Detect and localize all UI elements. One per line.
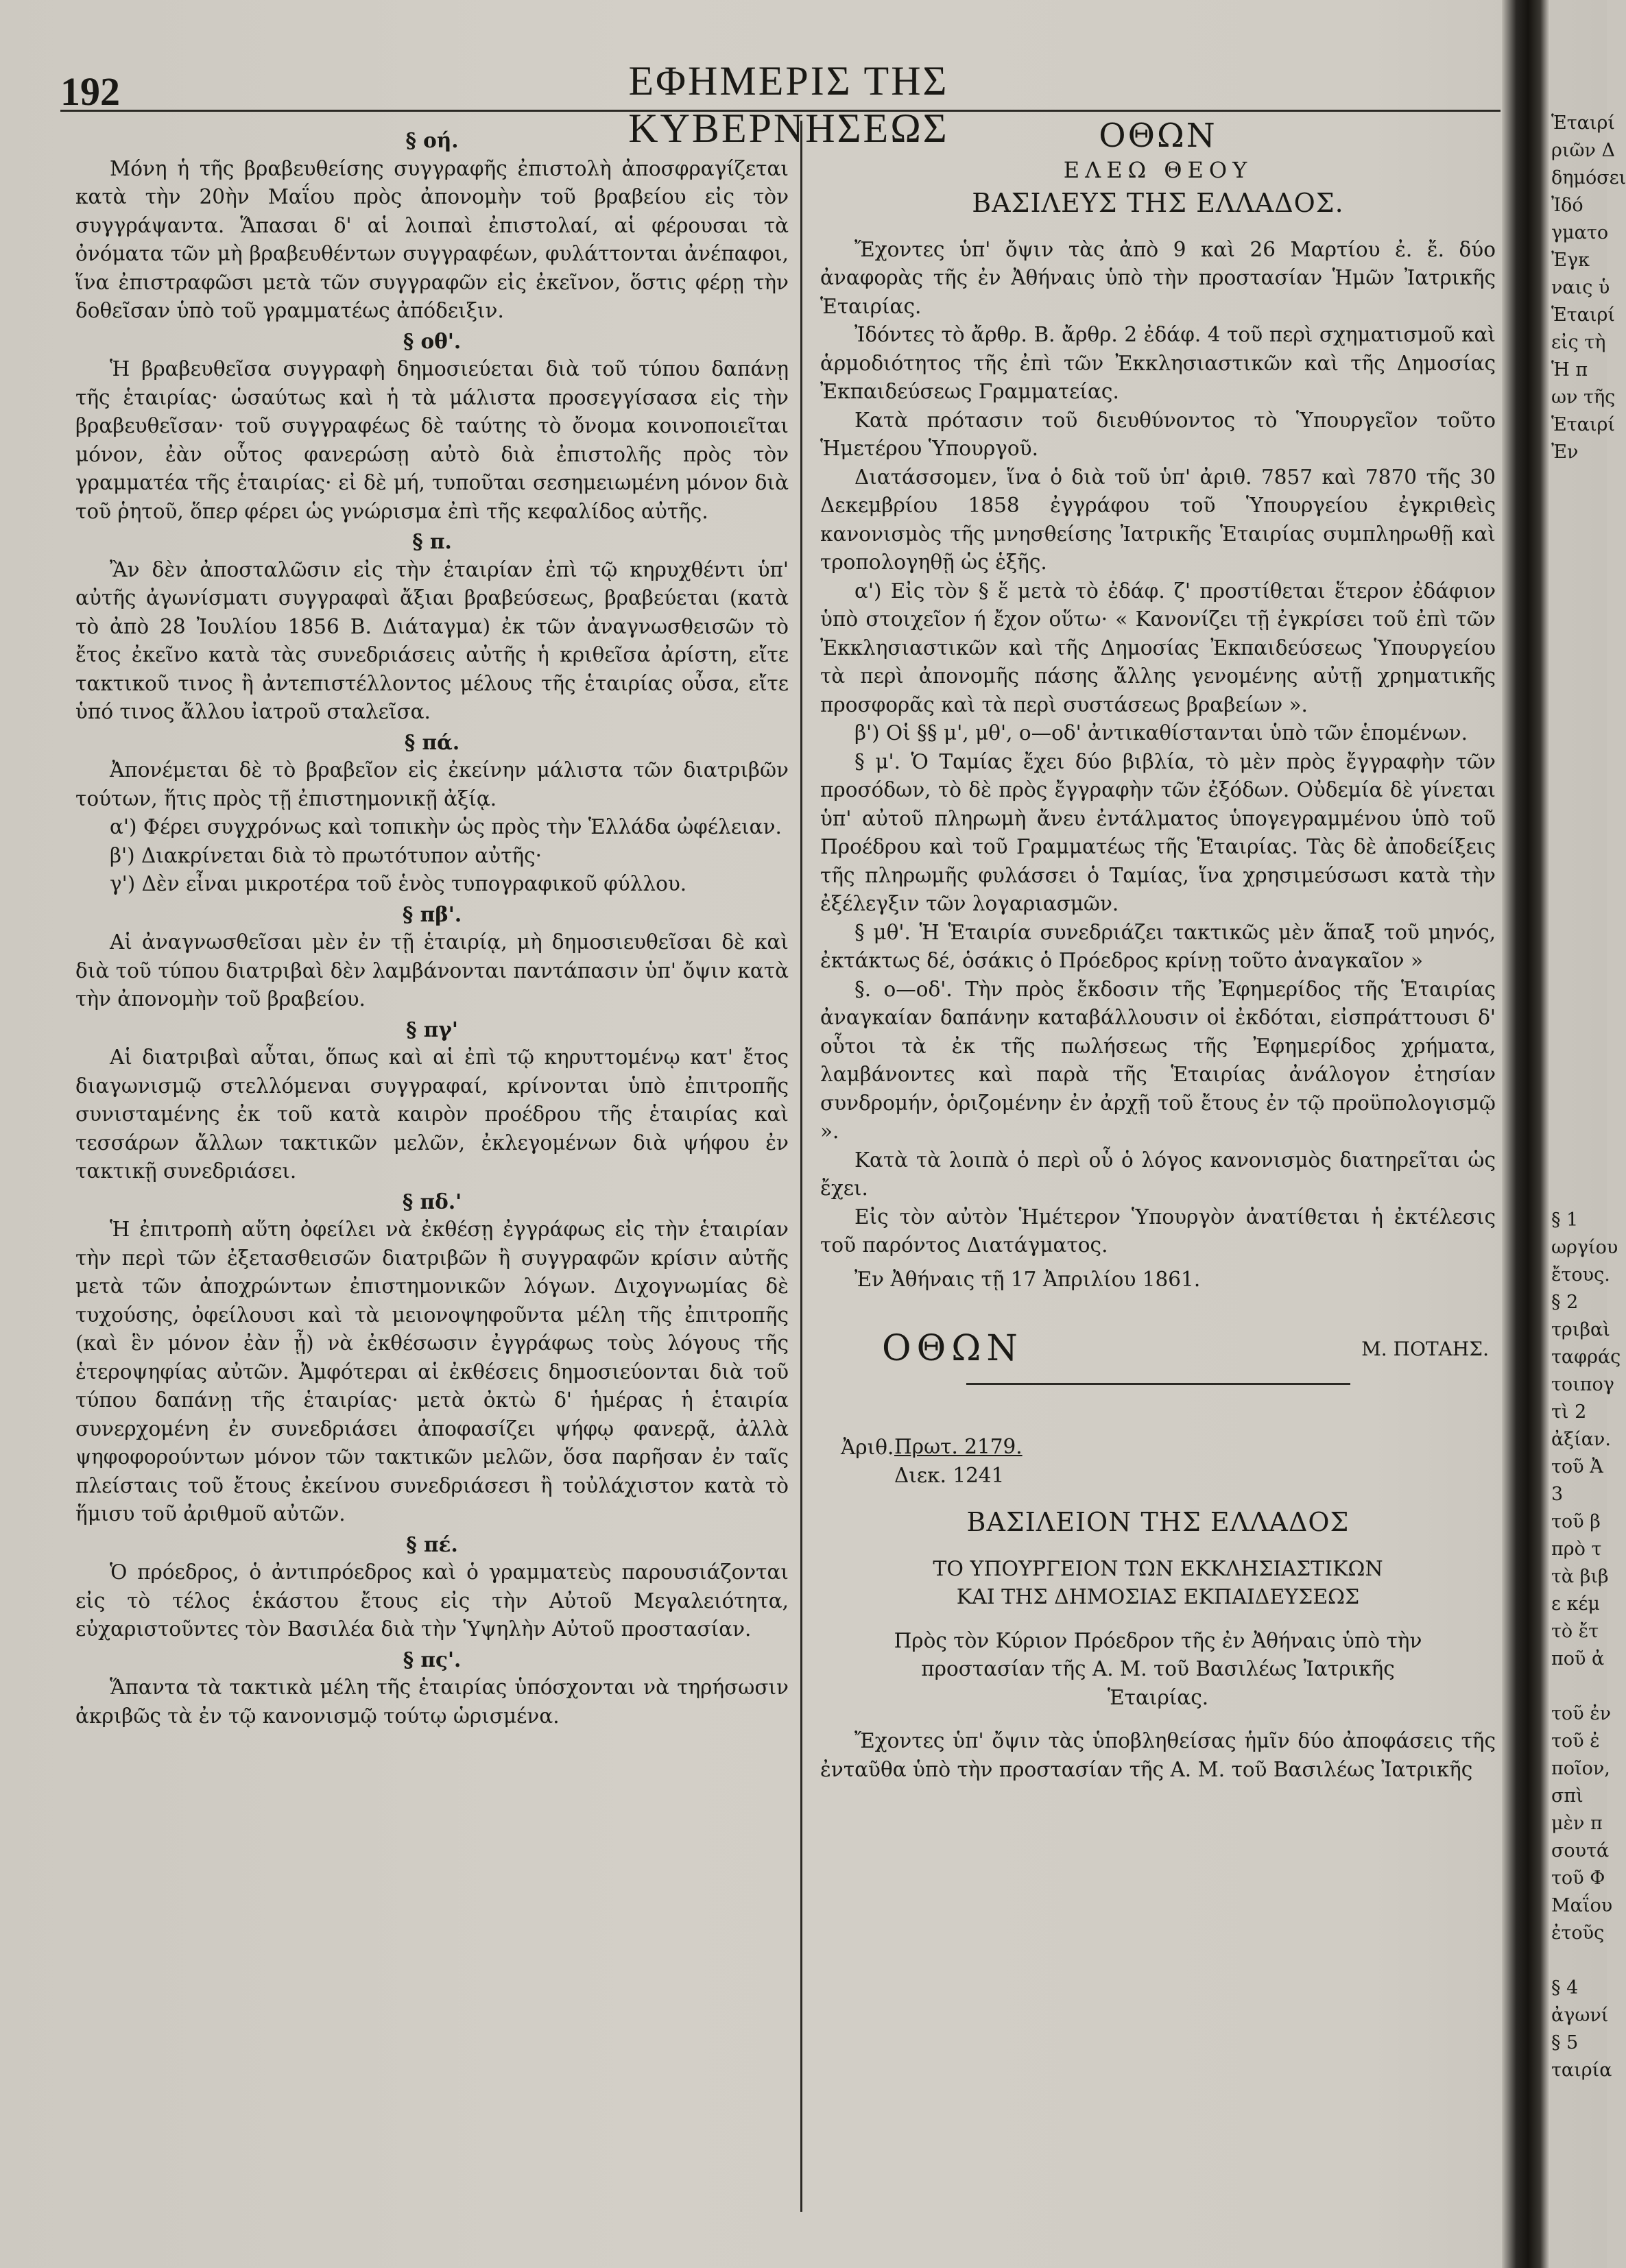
edge-fragment	[1551, 1097, 1607, 1124]
section-heading: § πβ'.	[402, 902, 462, 926]
edge-fragment: τοῦ β	[1551, 1511, 1601, 1532]
section-heading: § οθ'.	[403, 328, 462, 353]
decree-column	[820, 115, 1496, 1784]
edge-fragment: τοῦ Ἀ	[1551, 1456, 1603, 1477]
edge-fragment: ωργίου	[1551, 1237, 1618, 1258]
edge-fragment: τοῦ ἐν	[1551, 1703, 1612, 1724]
edge-fragment	[1551, 1015, 1607, 1042]
edge-fragment: ἐτοῦς	[1551, 1922, 1605, 1944]
edge-fragment: Ἡ π	[1551, 359, 1588, 381]
edge-fragment: Ἐν	[1551, 442, 1579, 463]
edge-fragment	[1551, 850, 1607, 878]
edge-fragment: ἀξίαν.	[1551, 1429, 1611, 1450]
edge-fragment: τὰ βιβ	[1551, 1566, 1609, 1587]
letter-heading: ΒΑΣΙΛΕΙΟΝ ΤΗΣ ΕΛΛΑΔΟΣ	[966, 1506, 1350, 1537]
section-heading: § πά.	[404, 729, 460, 754]
decree-paragraph: Διατάσσομεν, ἵνα ὁ διὰ τοῦ ὑπ' ἀριθ. 7857 καὶ 7870 τῆς 30 Δεκεμβρίου 1858 ἐγγράφου τοῦ Ὑπουργείου ἐγκριθεὶς κανονισμὸς τῆς μνησθείσης Ἰατρικῆς Ἑταιρίας συμπληρωθῇ καὶ τροπολογηθῇ ὡς ἑξῆς.	[820, 465, 1496, 574]
edge-fragment	[1551, 466, 1607, 494]
paragraph: Ἡ ἐπιτροπὴ αὕτη ὀφείλει νὰ ἐκθέσῃ ἐγγράφως εἰς τὴν ἑταιρίαν τὴν περὶ τῶν ἐξετασθεισῶν διατριβῶν ἢ συγγραφῶν κρίσιν αὐτῆς μετὰ τῶν ἀποχρώντων ἐπιστημονικῶν λόγων. Διχογνωμίας δὲ τυχούσης, ὀφείλουσι καὶ τὰ μειονοψηφοῦντα μέλη τῆς ἐπιτροπῆς (καὶ ἓν μόνον ἐὰν ᾖ) νὰ ἐκθέσωσιν ἐγγράφως τοὺς λόγους τῆς ἑτεροψηφίας αὐτῶν. Ἀμφότεραι αἱ ἐκθέσεις δημοσιεύονται διὰ τοῦ τύπου δαπάνῃ τῆς ἑταιρίας· μετὰ ὀκτὼ δ' ἡμέρας ἡ ἑταιρία συνερχομένη ἐν συνεδριάσει ἀποφασίζει ψήφῳ φανερᾷ, ἀλλὰ ψηφοφορούντων μόνον τῶν τακτικῶν μελῶν, ὅσα παρῆσαν ἐν ταῖς πλείσταις τοῦ ἔτους ἐκείνου συνεδριάσεσι ἢ τοὐλάχιστον κατὰ τὸ ἥμισυ τοῦ ἀριθμοῦ αὐτῶν.	[75, 1218, 789, 1525]
addressee-line-2: προστασίαν τῆς Α. Μ. τοῦ Βασιλέως Ἰατρικῆς	[921, 1657, 1395, 1681]
decree-by-grace: ΕΛΕΩ ΘΕΟΥ	[1063, 157, 1253, 183]
section-heading: § π.	[412, 529, 452, 553]
ref-label: Ἀριθ.	[841, 1435, 894, 1459]
paragraph: Μόνη ἡ τῆς βραβευθείσης συγγραφῆς ἐπιστολὴ ἀποσφραγίζεται κατὰ τὴν 20ὴν Μαΐου πρὸς ἀπονομὴν τοῦ βραβείου εἰς τὸν συγγράψαντα. Ἅπασαι δ' αἱ λοιπαὶ ἐπιστολαί, αἱ φέρουσαι τὰ ὀνόματα τῶν μὴ βραβευθέντων συγγραφέων, φυλάττονται ἀνέπαφοι, ἵνα ἐπιστραφῶσι μετὰ τῶν συγγραφῶν εἰς ἐκεῖνον, ὅστις φέρῃ τὴν δοθεῖσαν ὑπὸ τοῦ γραμματέως ἀπόδειξιν.	[75, 156, 789, 322]
edge-fragment	[1551, 1070, 1607, 1097]
gazette-title: ΕΦΗΜΕΡΙΣ ΤΗΣ ΚΥΒΕΡΝΗΣΕΩΣ	[628, 58, 949, 151]
header-rule	[60, 110, 1501, 112]
book-gutter	[1502, 0, 1550, 2268]
paragraph: α') Φέρει συγχρόνως καὶ τοπικὴν ὡς πρὸς τὴν Ἑλλάδα ὠφέλειαν.	[110, 815, 782, 839]
edge-fragment: τοῦ Φ	[1551, 1868, 1605, 1889]
edge-fragment: ριῶν Δ	[1551, 140, 1615, 161]
edge-fragment	[1551, 1152, 1607, 1179]
edge-fragment	[1551, 1179, 1607, 1207]
edge-fragment	[1551, 686, 1607, 713]
paragraph: Ἀπονέμεται δὲ τὸ βραβεῖον εἰς ἐκείνην μάλιστα τῶν διατριβῶν τούτων, ἥτις πρὸς τῇ ἐπιστημονικῇ ἀξίᾳ.	[75, 758, 789, 810]
decree-date: Ἐν Ἀθήναις τῇ 17 Ἀπριλίου 1861.	[854, 1267, 1201, 1291]
edge-fragment	[1551, 576, 1607, 603]
edge-fragment: § 2	[1551, 1292, 1579, 1313]
signature-minister: Μ. ΠΟΤΑΗΣ.	[1361, 1338, 1489, 1360]
edge-fragment	[1551, 1042, 1607, 1070]
paragraph: β') Διακρίνεται διὰ τὸ πρωτότυπον αὐτῆς·	[110, 843, 542, 867]
edge-fragment: σπὶ	[1551, 1785, 1583, 1807]
paragraph: Ὁ πρόεδρος, ὁ ἀντιπρόεδρος καὶ ὁ γραμματεὺς παρουσιάζονται εἰς τὸ τέλος ἑκάστου ἔτους εἰς τὴν Αὐτοῦ Μεγαλειότητα, εὐχαριστοῦντες τὸν Βασιλέα διὰ τὴν Ὑψηλὴν Αὐτοῦ προστασίαν.	[75, 1560, 789, 1641]
edge-fragment	[1551, 1673, 1607, 1700]
decree-paragraph: α') Εἰς τὸν § ἕ μετὰ τὸ ἐδάφ. ζ' προστίθεται ἕτερον ἐδάφιον ὑπὸ στοιχεῖον ή ἔχον οὕτω· « Κανονίζει τῇ ἐγκρίσει τοῦ ἐπὶ τῶν Ἐκκλησιαστικῶν καὶ τῆς Δημοσίας Ἐκπαιδεύσεως Ὑπουργείου τὰ περὶ ἀπονομῆς πάσης ἄλλης γενομένης αὐτῇ χρηματικῆς προσφορᾶς καὶ τὰ περὶ συστάσεως βραβείων ».	[820, 579, 1496, 716]
paragraph: Αἱ ἀναγνωσθεῖσαι μὲν ἐν τῇ ἑταιρίᾳ, μὴ δημοσιευθεῖσαι δὲ καὶ διὰ τοῦ τύπου διατριβαὶ δὲν λαμβάνονται παντάπασιν ὑπ' ὄψιν κατὰ τὴν ἀπονομὴν τοῦ βραβείου.	[75, 930, 789, 1011]
paragraph: Αἱ διατριβαὶ αὗται, ὅπως καὶ αἱ ἐπὶ τῷ κηρυττομένῳ κατ' ἔτος διαγωνισμῷ στελλόμεναι συγγραφαί, κρίνονται ὑπὸ ἐπιτροπῆς συνισταμένης ἐκ τοῦ κατὰ καιρὸν προέδρου τῆς ἑταιρίας καὶ τεσσάρων ἄλλων τακτικῶν μελῶν, ἐκλεγομένων διὰ ψήφου ἐν τακτικῇ συνεδριάσει.	[75, 1046, 789, 1183]
edge-fragment: ποῖον,	[1551, 1758, 1610, 1779]
edge-fragment: Ἑταιρί	[1551, 304, 1615, 326]
decree-king: ΟΘΩΝ	[1099, 117, 1217, 155]
edge-fragment: εἰς τὴ	[1551, 332, 1606, 353]
edge-fragment	[1551, 494, 1607, 521]
edge-fragment: τὸ ἔτ	[1551, 1621, 1599, 1642]
ref-diek: Διεκ. 1241	[894, 1464, 1005, 1488]
edge-fragment: σουτά	[1551, 1840, 1610, 1861]
ref-prot: Πρωτ. 2179.	[894, 1434, 1023, 1458]
letter-body: Ἔχοντες ὑπ' ὄψιν τὰς ὑποβληθείσας ἡμῖν δύο ἀποφάσεις τῆς ἐνταῦθα ὑπὸ τὴν προστασίαν τῆς Α. Μ. τοῦ Βασιλέως Ἰατρικῆς	[820, 1729, 1496, 1781]
decree-paragraph: Ἰδόντες τὸ ἄρθρ. Β. ἄρθρ. 2 ἐδάφ. 4 τοῦ περὶ σχηματισμοῦ καὶ ἁρμοδιότητος τῆς ἐπὶ τῶν Ἐκκλησιαστικῶν καὶ τῆς Δημοσίας Ἐκπαιδεύσεως Γραμματείας.	[820, 323, 1496, 403]
edge-fragment	[1551, 768, 1607, 795]
edge-fragment	[1551, 658, 1607, 686]
edge-fragment: τὶ 2	[1551, 1401, 1587, 1423]
edge-fragment: § 4	[1551, 1977, 1579, 1999]
decree-paragraph: §. ο—οδ'. Τὴν πρὸς ἔκδοσιν τῆς Ἐφημερίδος τῆς Ἑταιρίας ἀναγκαίαν δαπάνην καταβάλλουσιν οἱ ἐκδόται, εἰσπράττουσι δ' οὗτοι τὰ ἐκ τῆς πωλήσεως τῆς Ἐφημερίδος χρήματα, λαμβάνοντες καὶ παρὰ τῆς Ἑταιρίας ἀνάλογον ἐτησίαν συνδρομήν, ὁριζομένην ἐν ἀρχῇ τοῦ ἔτους ἐν τῷ προϋπολογισμῷ ».	[820, 977, 1496, 1143]
decree-body	[820, 236, 1496, 1260]
edge-fragment: μὲν π	[1551, 1813, 1603, 1834]
edge-fragment	[1551, 548, 1607, 576]
edge-fragment: πρὸ τ	[1551, 1539, 1602, 1560]
edge-fragment: ταφράς	[1551, 1347, 1621, 1368]
edge-fragment	[1551, 823, 1607, 850]
column-divider	[800, 121, 802, 2212]
edge-fragment	[1551, 960, 1607, 987]
page-number: 192	[60, 69, 120, 114]
ministry-line-2: ΚΑΙ ΤΗΣ ΔΗΜΟΣΙΑΣ ΕΚΠΑΙΔΕΥΣΕΩΣ	[956, 1585, 1360, 1610]
edge-fragment: τοιπογ	[1551, 1374, 1614, 1395]
decree-paragraph: Εἰς τὸν αὐτὸν Ἡμέτερον Ὑπουργὸν ἀνατίθεται ἡ ἐκτέλεσις τοῦ παρόντος Διατάγματος.	[820, 1205, 1496, 1257]
edge-fragment	[1551, 905, 1607, 932]
edge-fragment: γματο	[1551, 222, 1609, 243]
decree-paragraph: § μ'. Ὁ Ταμίας ἔχει δύο βιβλία, τὸ μὲν πρὸς ἔγγραφὴν τῶν προσόδων, τὸ δὲ πρὸς ἔγγραφὴν τῶν ἐξόδων. Οὐδεμία δὲ γίνεται ὑπ' αὐτοῦ πληρωμὴ ἄνευ ἐντάλματος ὑπογεγραμμένου ὑπὸ τοῦ Προέδρου καὶ τοῦ Γραμματέως τῆς Ἑταιρίας. Τὰς δὲ ἀποδείξεις τῆς πληρωμῆς φυλάσσει ὁ Ταμίας, ἵνα χρησιμεύσωσι κατὰ τὴν ἐξέλεγξιν τῶν λογαριασμῶν.	[820, 749, 1496, 915]
section-heading: § οή.	[405, 128, 459, 152]
edge-fragment: 3	[1551, 1484, 1564, 1505]
addressee-line-3: Ἑταιρίας.	[1107, 1685, 1209, 1709]
regulation-column	[75, 125, 789, 1730]
edge-fragment	[1551, 987, 1607, 1015]
edge-fragment: ναις ὑ	[1551, 277, 1610, 298]
decree-paragraph: § μθ'. Ἡ Ἑταιρία συνεδριάζει τακτικῶς μὲν ἅπαξ τοῦ μηνός, ἐκτάκτως δέ, ὁσάκις ὁ Πρόεδρος κρίνῃ τοῦτο ἀναγκαῖον »	[820, 920, 1496, 972]
edge-fragment: Ἰδό	[1551, 195, 1583, 216]
edge-fragment	[1551, 878, 1607, 905]
section-heading: § πγ'	[406, 1017, 458, 1041]
edge-fragment: ἔτους.	[1551, 1264, 1610, 1286]
addressee-line-1: Πρὸς τὸν Κύριον Πρόεδρον τῆς ἐν Ἀθήναις ὑπὸ τὴν	[894, 1628, 1422, 1652]
decree-signatures	[820, 1328, 1496, 1369]
edge-fragment: τοῦ ἐ	[1551, 1730, 1600, 1752]
next-page-edge	[1551, 110, 1626, 2235]
edge-fragment: ων τῆς	[1551, 387, 1616, 408]
decree-paragraph: β') Οἱ §§ μ', μθ', ο—οδ' ἀντικαθίστανται ὑπὸ τῶν ἑπομένων.	[854, 721, 1468, 745]
edge-fragment: δημόσει	[1551, 167, 1626, 189]
edge-fragment	[1551, 740, 1607, 768]
edge-fragment: Μαΐου	[1551, 1895, 1613, 1916]
paragraph: Ἂν δὲν ἀποσταλῶσιν εἰς τὴν ἑταιρίαν ἐπὶ τῷ κηρυχθέντι ὑπ' αὐτῆς ἀγωνίσματι συγγραφαὶ ἄξιαι βραβεύσεως, βραβεύεται (κατὰ τὸ ἀπὸ 28 Ἰουλίου 1856 Β. Διάταγμα) ἐκ τῶν ἀναγνωσθεισῶν τὸ ἔτος ἐκεῖνο κατὰ τὰς συνεδριάσεις αὐτῆς ἡ κριθεῖσα ἀρίστη, εἴτε τακτικοῦ τινος ἢ ἀντεπιστέλλοντος μέλους τῆς ἑταιρίας οὖσα, εἴτε ὑπό τινος ἄλλου ἰατροῦ σταλεῖσα.	[75, 557, 789, 723]
edge-fragment	[1551, 1947, 1607, 1975]
edge-fragment	[1551, 631, 1607, 658]
edge-fragment	[1551, 603, 1607, 631]
decree-paragraph: Ἔχοντες ὑπ' ὄψιν τὰς ἀπὸ 9 καὶ 26 Μαρτίου ἐ. ἔ. δύο ἀναφορὰς τῆς ἐν Ἀθήναις ὑπὸ τὴν προστασίαν Ἡμῶν Ἰατρικῆς Ἑταιρίας.	[820, 237, 1496, 318]
signature-king: ΟΘΩΝ	[882, 1328, 1023, 1369]
edge-fragment: Ἑταιρί	[1551, 414, 1615, 435]
decree-paragraph: Κατὰ πρότασιν τοῦ διευθύνοντος τὸ Ὑπουργεῖον τοῦτο Ἡμετέρου Ὑπουργοῦ.	[820, 408, 1496, 460]
edge-fragment	[1551, 1124, 1607, 1152]
paragraph: γ') Δὲν εἶναι μικροτέρα τοῦ ἑνὸς τυπογραφικοῦ φύλλου.	[110, 872, 687, 895]
edge-fragment: § 1	[1551, 1209, 1579, 1231]
edge-fragment: ταιρία	[1551, 2060, 1612, 2081]
edge-fragment	[1551, 795, 1607, 823]
section-heading: § πδ.'	[402, 1189, 462, 1214]
ministry-line-1: ΤΟ ΥΠΟΥΡΓΕΙΟΝ ΤΩΝ ΕΚΚΛΗΣΙΑΣΤΙΚΩΝ	[933, 1556, 1383, 1581]
paragraph: Ἡ βραβευθεῖσα συγγραφὴ δημοσιεύεται διὰ τοῦ τύπου δαπάνῃ τῆς ἑταιρίας· ὡσαύτως καὶ ἡ τὰ μάλιστα προσεγγίσασα εἰς τὴν βραβευθεῖσαν· τοῦ συγγραφέως δὲ ταύτης τὸ ὄνομα κοινοποιεῖται μόνον, ἐὰν οὗτος φανερώσῃ αὐτὸ διὰ ἐπιστολῆς πρὸς τὸν γραμματέα τῆς ἑταιρίας· εἰ δὲ μή, τυποῦται σεσημειωμένη μόνον διὰ τοῦ ῥητοῦ, ὅπερ φέρει ὡς γνώρισμα ἐπὶ τῆς κεφαλίδος αὐτῆς.	[75, 357, 789, 523]
section-heading: § πέ.	[406, 1532, 458, 1556]
edge-fragment	[1551, 932, 1607, 960]
edge-fragment: Ἑταιρί	[1551, 112, 1615, 134]
decree-king-title: ΒΑΣΙΛΕΥΣ ΤΗΣ ΕΛΛΑΔΟΣ.	[972, 187, 1344, 218]
edge-fragment: § 5	[1551, 2032, 1579, 2053]
protocol-reference	[841, 1433, 1496, 1491]
paragraph: Ἅπαντα τὰ τακτικὰ μέλη τῆς ἑταιρίας ὑπόσχονται νὰ τηρήσωσιν ἀκριβῶς τὰ ἐν τῷ κανονισμῷ τούτῳ ὡρισμένα.	[75, 1676, 789, 1728]
edge-fragment	[1551, 521, 1607, 548]
edge-fragment: ἀγωνί	[1551, 2005, 1609, 2026]
decree-paragraph: Κατὰ τὰ λοιπὰ ὁ περὶ οὗ ὁ λόγος κανονισμὸς διατηρεῖται ὡς ἔχει.	[820, 1148, 1496, 1200]
edge-fragment	[1551, 713, 1607, 740]
section-separator	[966, 1383, 1350, 1385]
edge-fragment: ε κέμ	[1551, 1593, 1600, 1615]
edge-fragment: τριβαὶ	[1551, 1319, 1610, 1340]
section-heading: § πς'.	[403, 1647, 462, 1672]
edge-fragment: ποῦ ἀ	[1551, 1648, 1605, 1669]
edge-fragment: Ἐγκ	[1551, 250, 1590, 271]
